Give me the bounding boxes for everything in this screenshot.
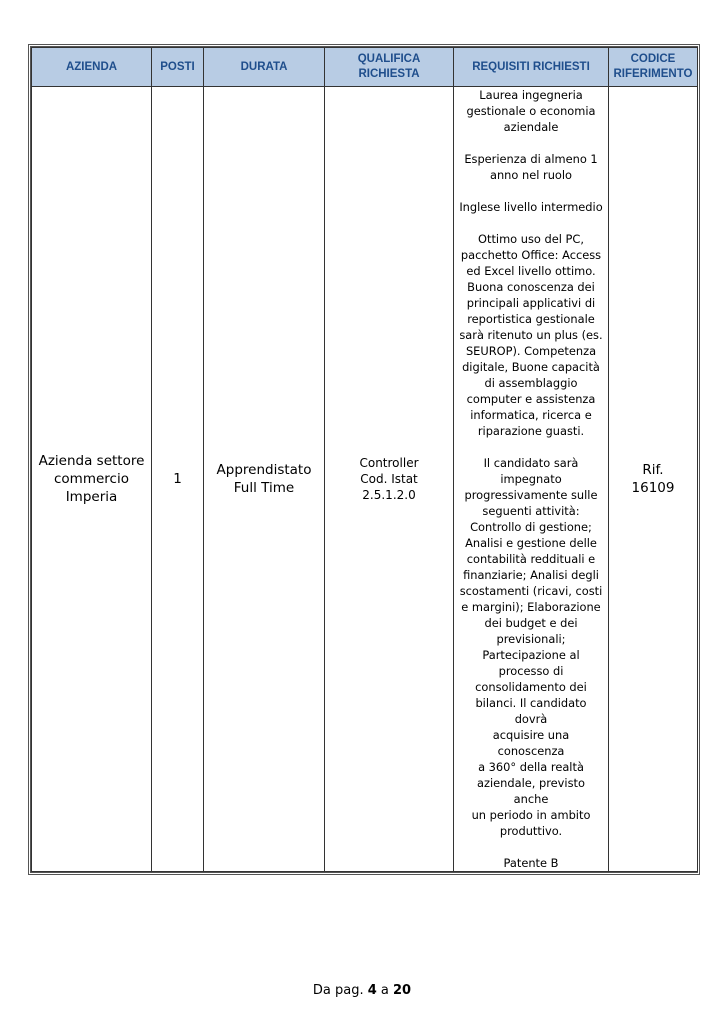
requirement-line: reportistica gestionale — [467, 312, 595, 326]
requirement-line: Patente B — [503, 856, 559, 870]
requirement-paragraph — [458, 855, 604, 871]
requirement-paragraph — [458, 231, 604, 439]
requirement-line: a 360° della realtà — [478, 760, 584, 774]
requirement-line: Analisi e gestione delle — [465, 536, 597, 550]
requirement-line: un periodo in ambito — [471, 808, 591, 822]
requirement-line: seguenti attività: — [482, 504, 580, 518]
requirement-line: gestionale o economia — [466, 104, 596, 118]
requirement-line: aziendale — [503, 120, 559, 134]
header-codice — [609, 48, 698, 87]
job-table-frame — [28, 44, 700, 875]
requirement-line: bilanci. Il candidato dovrà — [475, 696, 587, 726]
requirement-line: riparazione guasti. — [477, 424, 585, 438]
requirement-line: principali applicativi di — [466, 296, 596, 310]
requirement-line: SEUROP). Competenza — [465, 344, 597, 358]
requirement-line: Inglese livello intermedio — [459, 200, 603, 214]
requirement-line: ed Excel livello ottimo. — [466, 264, 596, 278]
requirement-line: Partecipazione al — [482, 648, 580, 662]
cell-requisiti — [454, 87, 609, 872]
requirement-line: Esperienza di almeno 1 — [464, 152, 598, 166]
requirement-line: acquisire una conoscenza — [492, 728, 570, 758]
requirement-line: contabilità reddituali e — [466, 552, 596, 566]
requirement-line: Ottimo uso del PC, — [478, 232, 584, 246]
requirement-paragraph — [458, 455, 604, 839]
header-codice-line-2: RIFERIMENTO — [613, 68, 693, 80]
requirement-line: di assemblaggio — [484, 376, 578, 390]
cell-azienda: Azienda settore commercio Imperia — [32, 87, 152, 872]
table-header-row — [32, 48, 698, 87]
requirement-line: aziendale, previsto anche — [477, 776, 585, 806]
requirement-paragraph — [458, 87, 604, 135]
header-azienda: AZIENDA — [32, 48, 152, 87]
requirement-line: produttivo. — [499, 824, 563, 838]
requirement-line: Laurea ingegneria — [479, 88, 583, 102]
requirement-line: progressivamente sulle — [464, 488, 598, 502]
requirement-line: Buona conoscenza dei — [467, 280, 595, 294]
page-counter-prefix: Da pag. — [312, 983, 368, 998]
cell-posti: 1 — [152, 87, 204, 872]
table-row — [32, 87, 698, 872]
requirement-line: scostamenti (ricavi, costi — [459, 584, 603, 598]
requirement-line: previsionali; — [496, 632, 566, 646]
page-current: 4 — [367, 983, 377, 998]
requirement-line: informatica, ricerca e — [470, 408, 592, 422]
job-offers-table — [31, 47, 698, 872]
cell-qualifica: Controller Cod. Istat 2.5.1.2.0 — [325, 87, 454, 872]
requirement-line: dei budget e dei — [484, 616, 578, 630]
requirement-line: sarà ritenuto un plus (es. — [459, 328, 603, 342]
header-qualifica — [325, 48, 454, 87]
requirement-line: pacchetto Office: Access — [460, 248, 602, 262]
requirement-line: impegnato — [500, 472, 562, 486]
header-requisiti: REQUISITI RICHIESTI — [454, 48, 609, 87]
header-codice-line-1: CODICE — [630, 53, 676, 65]
requirement-line: e margini); Elaborazione — [461, 600, 601, 614]
requirement-line: digitale, Buone capacità — [462, 360, 600, 374]
page-counter — [0, 983, 724, 998]
page-total: 20 — [393, 983, 412, 998]
requirement-line: Il candidato sarà — [483, 456, 579, 470]
requirement-paragraph — [458, 151, 604, 183]
requirement-line: computer e assistenza — [466, 392, 596, 406]
requirement-line: processo di — [498, 664, 564, 678]
requirement-paragraph — [458, 199, 604, 215]
requirement-line: Controllo di gestione; — [470, 520, 592, 534]
requirement-line: finanziarie; Analisi degli — [463, 568, 599, 582]
header-qualifica-line-1: QUALIFICA — [357, 53, 421, 65]
cell-codice: Rif. 16109 — [609, 87, 698, 872]
header-qualifica-line-2: RICHIESTA — [358, 68, 420, 80]
requirement-line: consolidamento dei — [475, 680, 587, 694]
cell-durata: Apprendistato Full Time — [204, 87, 325, 872]
page-counter-middle: a — [376, 983, 394, 998]
header-posti: POSTI — [152, 48, 204, 87]
requirement-line: anno nel ruolo — [489, 168, 573, 182]
header-durata: DURATA — [204, 48, 325, 87]
